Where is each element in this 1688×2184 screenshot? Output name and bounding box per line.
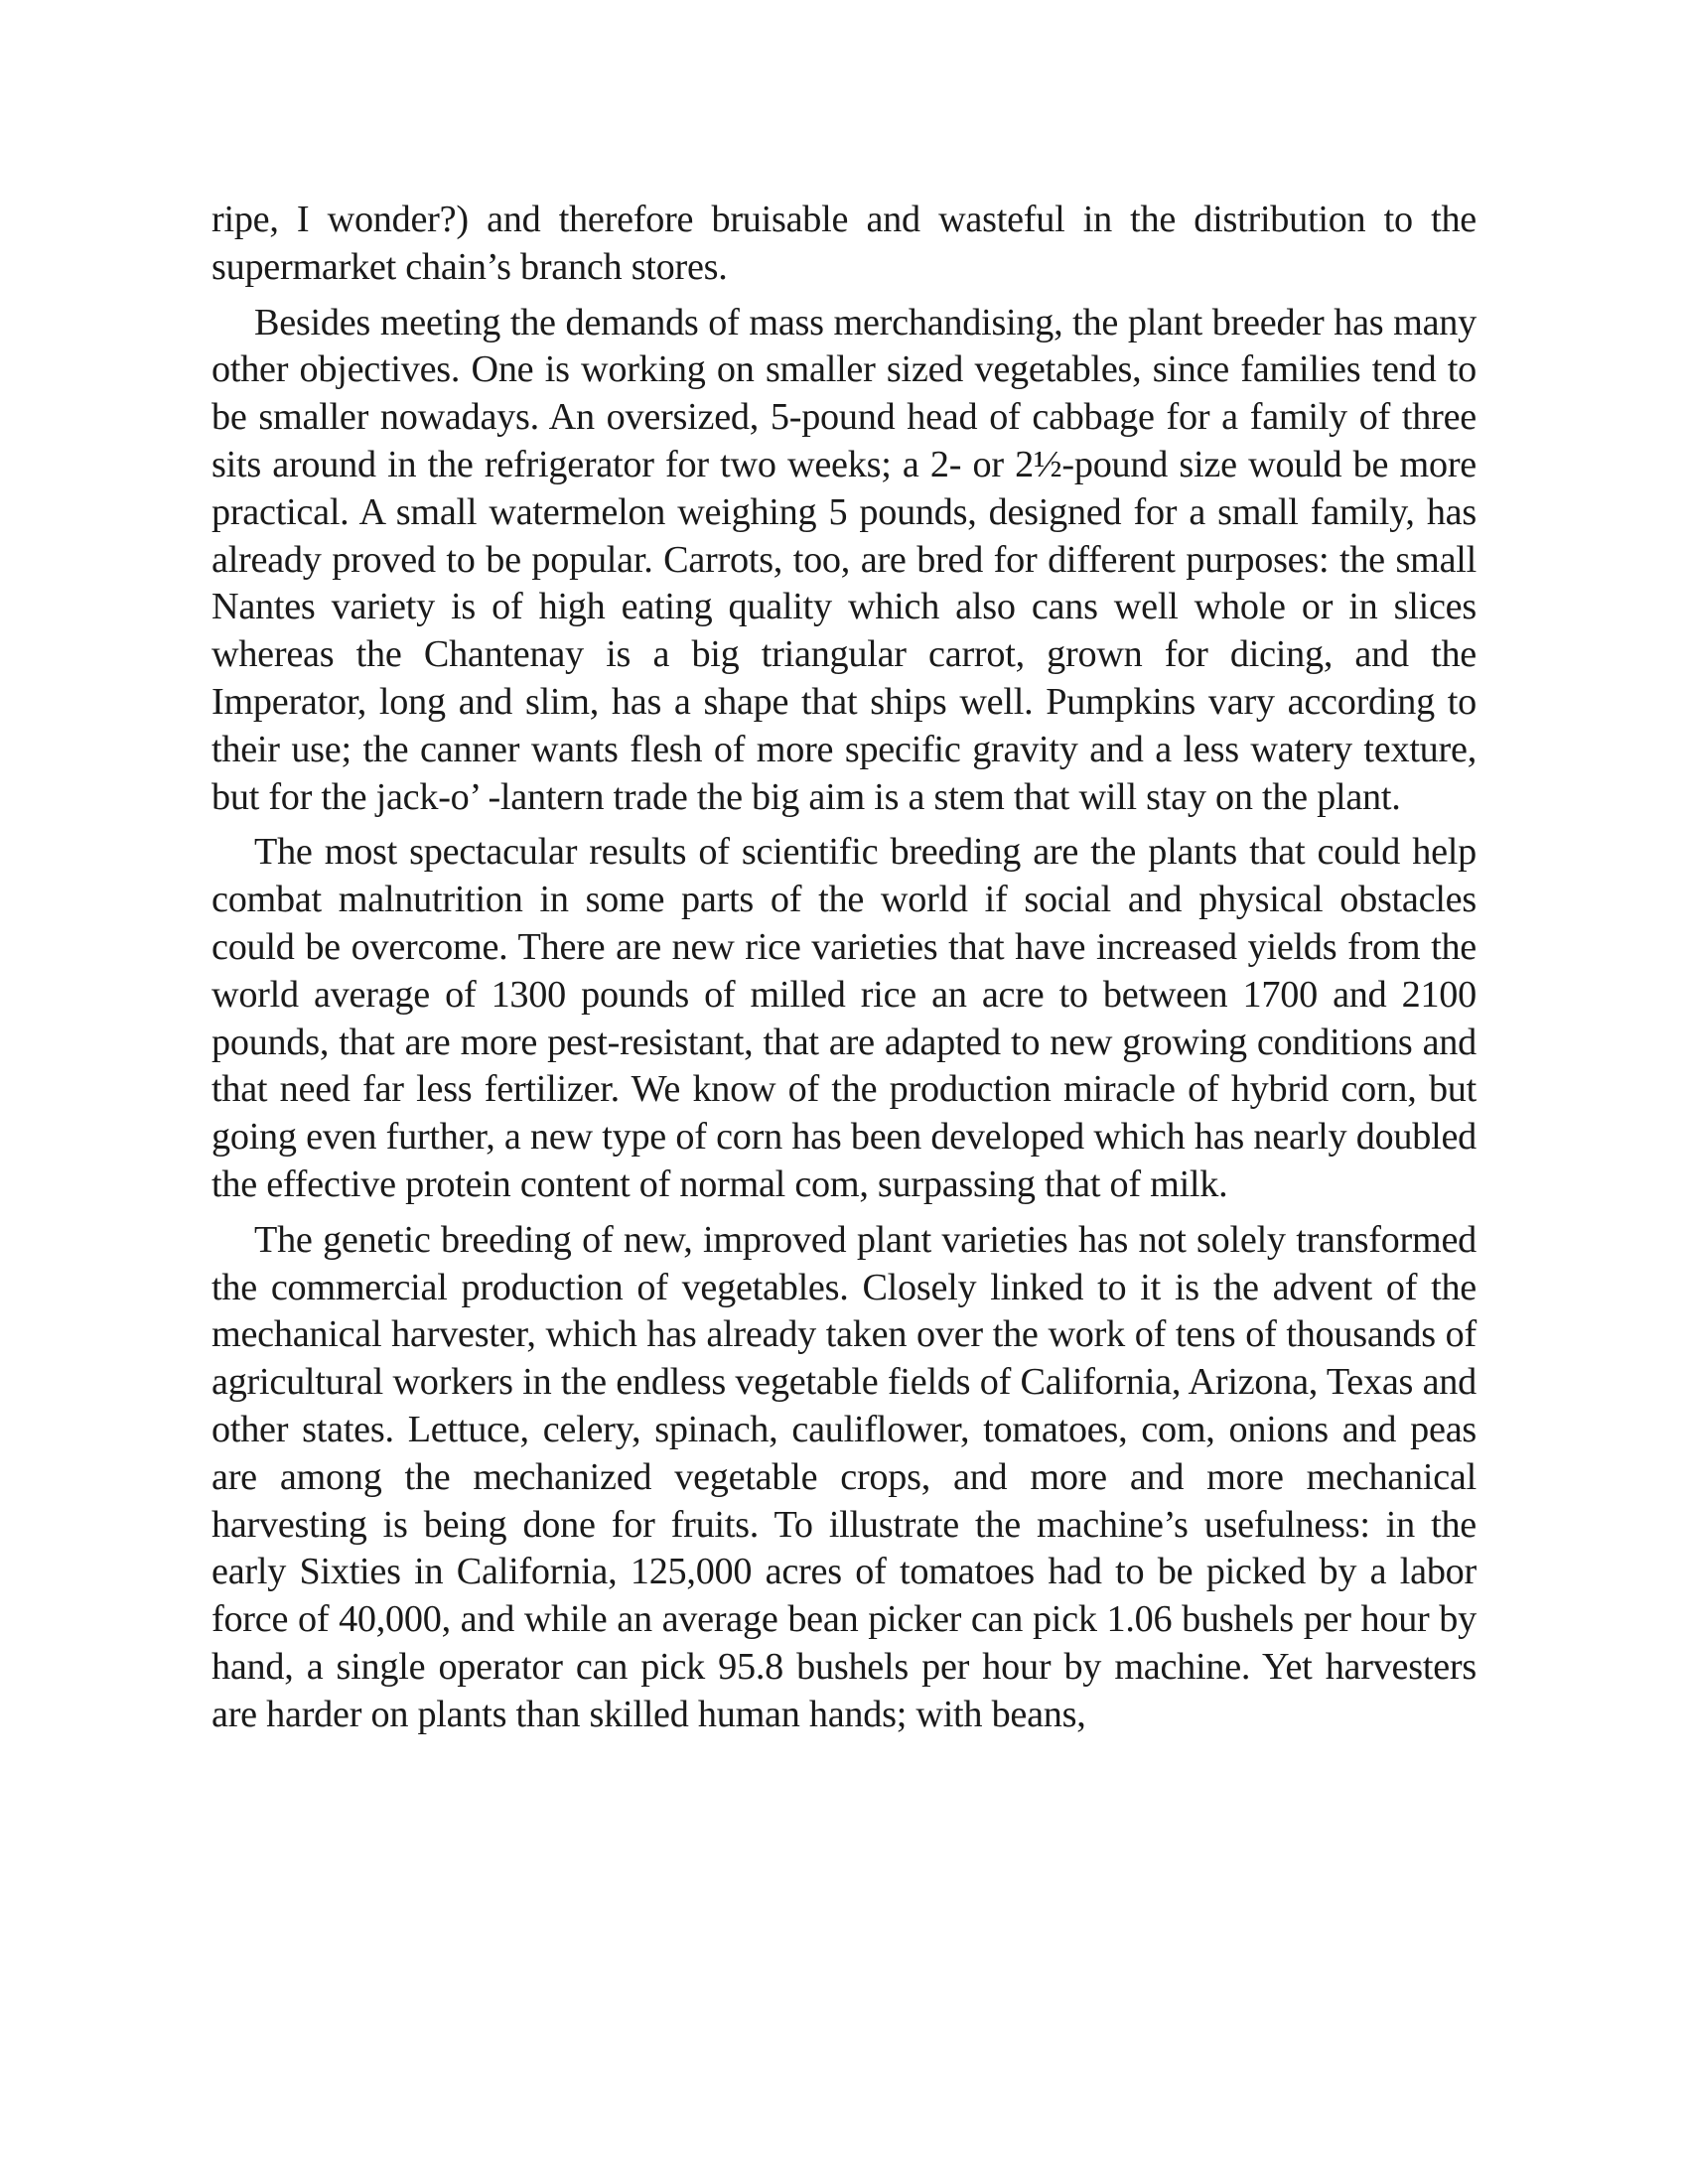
paragraph-1: ripe, I wonder?) and therefore bruisable and wasteful in the distribution to the supermarket chain’s branch stores. — [211, 199, 1477, 288]
page-body — [211, 197, 1477, 1747]
paragraph-4: The genetic breeding of new, improved plant varieties has not solely transformed the commercial production of vegetables. Closely linked to it is the advent of the mechanical harvester, which has already taken over the work of tens of thousands of agricultural workers in the endless vegetable fields of California, Arizona, Texas and other states. Lettuce, celery, spinach, cauliflower, tomatoes, com, onions and peas are among the mechanized vegetable crops, and more and more mechanical harvesting is being done for fruits. To illustrate the machine’s usefulness: in the early Sixties in California, 125,000 acres of tomatoes had to be picked by a labor force of 40,000, and while an average bean picker can pick 1.06 bushels per hour by hand, a single operator can pick 95.8 bushels per hour by machine. Yet harvesters are harder on plants than skilled human hands; with beans, — [211, 1218, 1477, 1735]
paragraph-3: The most spectacular results of scientific breeding are the plants that could help combat malnutrition in some parts of the world if social and physical obstacles could be overcome. There are new rice varieties that have increased yields from the world average of 1300 pounds of milled rice an acre to between 1700 and 2100 pounds, that are more pest-resistant, that are adapted to new growing conditions and that need far less fertilizer. We know of the production miracle of hybrid corn, but going even further, a new type of corn has been developed which has nearly doubled the effective protein content of normal com, surpassing that of milk. — [211, 831, 1477, 1205]
paragraph-2: Besides meeting the demands of mass merchandising, the plant breeder has many other objectives. One is working on smaller sized vegetables, since families tend to be smaller nowadays. An oversized, 5-pound head of cabbage for a family of three sits around in the refrigerator for two weeks; a 2- or 2½-pound size would be more practical. A small watermelon weighing 5 pounds, designed for a small family, has already proved to be popular. Carrots, too, are bred for different purposes: the small Nantes variety is of high eating quality which also cans well whole or in slices whereas the Chantenay is a big triangular carrot, grown for dicing, and the Imperator, long and slim, has a shape that ships well. Pumpkins vary according to their use; the canner wants flesh of more specific gravity and a less watery texture, but for the jack-o’ -lantern trade the big aim is a stem that will stay on the plant. — [211, 301, 1477, 818]
